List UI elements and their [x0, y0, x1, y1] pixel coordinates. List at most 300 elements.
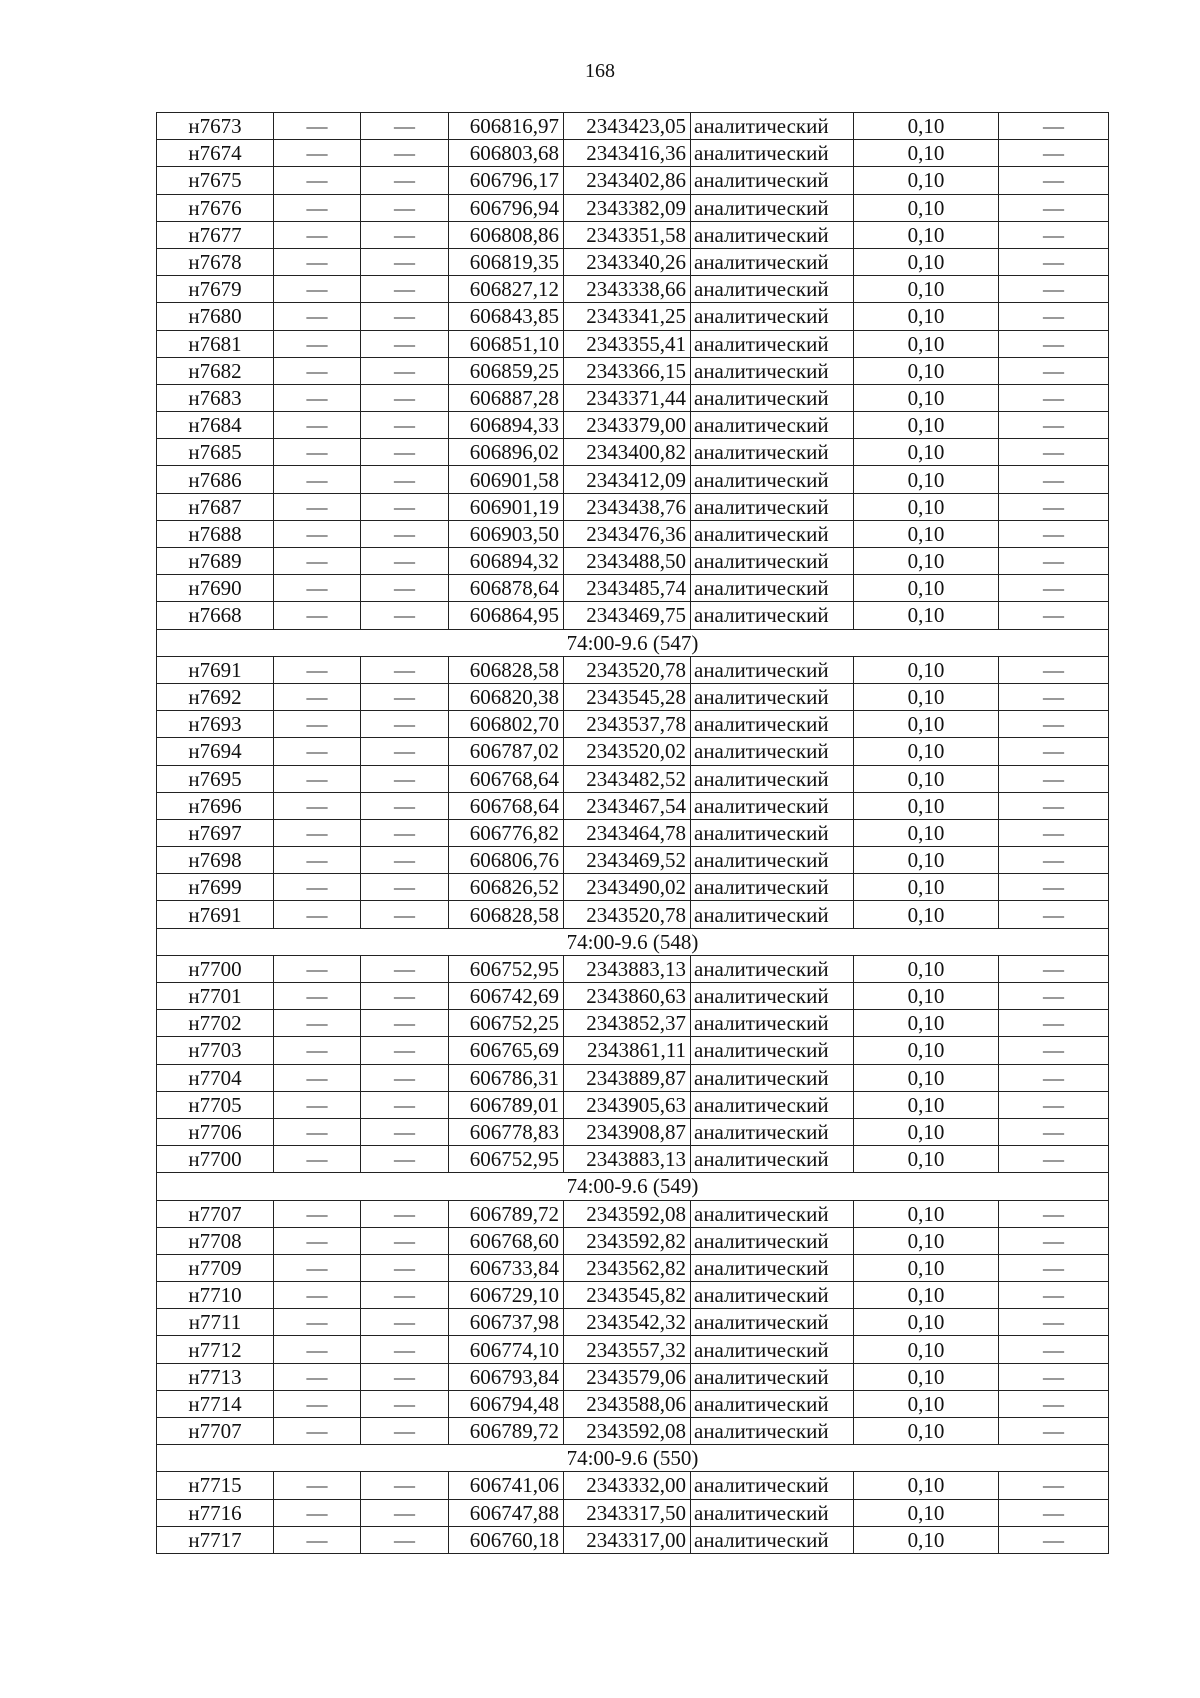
point-name-cell: н7705 [157, 1091, 274, 1118]
dash-cell: — [361, 221, 449, 248]
method-cell: аналитический [691, 1526, 854, 1553]
table-row [157, 1309, 1109, 1336]
dash-cell: — [361, 602, 449, 629]
accuracy-cell: 0,10 [854, 276, 999, 303]
table-row [157, 384, 1109, 411]
accuracy-cell: 0,10 [854, 1200, 999, 1227]
table-row [157, 711, 1109, 738]
dash-cell: — [361, 656, 449, 683]
accuracy-cell: 0,10 [854, 792, 999, 819]
accuracy-cell: 0,10 [854, 847, 999, 874]
method-cell: аналитический [691, 248, 854, 275]
accuracy-cell: 0,10 [854, 167, 999, 194]
table-row [157, 819, 1109, 846]
table-row [157, 1254, 1109, 1281]
dash-cell: — [999, 1418, 1109, 1445]
dash-cell: — [361, 1064, 449, 1091]
accuracy-cell: 0,10 [854, 874, 999, 901]
accuracy-cell: 0,10 [854, 520, 999, 547]
table-row [157, 493, 1109, 520]
table-row [157, 1336, 1109, 1363]
dash-cell: — [999, 901, 1109, 928]
accuracy-cell: 0,10 [854, 738, 999, 765]
accuracy-cell: 0,10 [854, 113, 999, 140]
dash-cell: — [999, 792, 1109, 819]
dash-cell: — [274, 194, 361, 221]
dash-cell: — [361, 276, 449, 303]
dash-cell: — [999, 384, 1109, 411]
y-coordinate-cell: 2343545,82 [564, 1282, 691, 1309]
dash-cell: — [361, 955, 449, 982]
method-cell: аналитический [691, 357, 854, 384]
dash-cell: — [361, 1418, 449, 1445]
point-name-cell: н7692 [157, 683, 274, 710]
dash-cell: — [361, 575, 449, 602]
method-cell: аналитический [691, 901, 854, 928]
dash-cell: — [999, 493, 1109, 520]
y-coordinate-cell: 2343366,15 [564, 357, 691, 384]
point-name-cell: н7685 [157, 439, 274, 466]
section-title: 74:00-9.6 (550) [157, 1445, 1109, 1472]
x-coordinate-cell: 606789,01 [449, 1091, 564, 1118]
dash-cell: — [274, 1418, 361, 1445]
x-coordinate-cell: 606878,64 [449, 575, 564, 602]
y-coordinate-cell: 2343412,09 [564, 466, 691, 493]
x-coordinate-cell: 606901,58 [449, 466, 564, 493]
dash-cell: — [274, 1091, 361, 1118]
table-row [157, 1418, 1109, 1445]
method-cell: аналитический [691, 493, 854, 520]
table-row [157, 575, 1109, 602]
dash-cell: — [999, 466, 1109, 493]
dash-cell: — [999, 1363, 1109, 1390]
point-name-cell: н7688 [157, 520, 274, 547]
point-name-cell: н7716 [157, 1499, 274, 1526]
x-coordinate-cell: 606789,72 [449, 1200, 564, 1227]
dash-cell: — [274, 1010, 361, 1037]
method-cell: аналитический [691, 983, 854, 1010]
x-coordinate-cell: 606796,94 [449, 194, 564, 221]
x-coordinate-cell: 606816,97 [449, 113, 564, 140]
table-row [157, 412, 1109, 439]
accuracy-cell: 0,10 [854, 412, 999, 439]
dash-cell: — [274, 1227, 361, 1254]
dash-cell: — [999, 1526, 1109, 1553]
x-coordinate-cell: 606827,12 [449, 276, 564, 303]
dash-cell: — [274, 1200, 361, 1227]
dash-cell: — [999, 276, 1109, 303]
dash-cell: — [999, 1472, 1109, 1499]
dash-cell: — [999, 1309, 1109, 1336]
point-name-cell: н7699 [157, 874, 274, 901]
accuracy-cell: 0,10 [854, 1282, 999, 1309]
dash-cell: — [361, 1309, 449, 1336]
accuracy-cell: 0,10 [854, 1418, 999, 1445]
point-name-cell: н7678 [157, 248, 274, 275]
y-coordinate-cell: 2343557,32 [564, 1336, 691, 1363]
dash-cell: — [274, 548, 361, 575]
x-coordinate-cell: 606887,28 [449, 384, 564, 411]
accuracy-cell: 0,10 [854, 1390, 999, 1417]
dash-cell: — [274, 221, 361, 248]
point-name-cell: н7682 [157, 357, 274, 384]
method-cell: аналитический [691, 1146, 854, 1173]
dash-cell: — [361, 520, 449, 547]
accuracy-cell: 0,10 [854, 819, 999, 846]
dash-cell: — [361, 765, 449, 792]
y-coordinate-cell: 2343341,25 [564, 303, 691, 330]
method-cell: аналитический [691, 1010, 854, 1037]
y-coordinate-cell: 2343371,44 [564, 384, 691, 411]
x-coordinate-cell: 606802,70 [449, 711, 564, 738]
method-cell: аналитический [691, 439, 854, 466]
y-coordinate-cell: 2343332,00 [564, 1472, 691, 1499]
point-name-cell: н7708 [157, 1227, 274, 1254]
dash-cell: — [361, 1526, 449, 1553]
x-coordinate-cell: 606894,33 [449, 412, 564, 439]
dash-cell: — [274, 113, 361, 140]
point-name-cell: н7675 [157, 167, 274, 194]
x-coordinate-cell: 606765,69 [449, 1037, 564, 1064]
dash-cell: — [361, 1254, 449, 1281]
dash-cell: — [274, 1146, 361, 1173]
point-name-cell: н7684 [157, 412, 274, 439]
y-coordinate-cell: 2343860,63 [564, 983, 691, 1010]
dash-cell: — [999, 303, 1109, 330]
dash-cell: — [361, 1499, 449, 1526]
dash-cell: — [999, 330, 1109, 357]
dash-cell: — [361, 1146, 449, 1173]
x-coordinate-cell: 606760,18 [449, 1526, 564, 1553]
dash-cell: — [361, 1091, 449, 1118]
dash-cell: — [361, 357, 449, 384]
method-cell: аналитический [691, 656, 854, 683]
table-row [157, 901, 1109, 928]
dash-cell: — [999, 113, 1109, 140]
accuracy-cell: 0,10 [854, 656, 999, 683]
y-coordinate-cell: 2343592,82 [564, 1227, 691, 1254]
dash-cell: — [274, 955, 361, 982]
x-coordinate-cell: 606741,06 [449, 1472, 564, 1499]
dash-cell: — [999, 1037, 1109, 1064]
method-cell: аналитический [691, 1200, 854, 1227]
method-cell: аналитический [691, 276, 854, 303]
dash-cell: — [274, 412, 361, 439]
dash-cell: — [274, 466, 361, 493]
table-row [157, 1091, 1109, 1118]
accuracy-cell: 0,10 [854, 439, 999, 466]
dash-cell: — [361, 330, 449, 357]
accuracy-cell: 0,10 [854, 1146, 999, 1173]
accuracy-cell: 0,10 [854, 493, 999, 520]
point-name-cell: н7697 [157, 819, 274, 846]
dash-cell: — [274, 303, 361, 330]
x-coordinate-cell: 606752,95 [449, 955, 564, 982]
y-coordinate-cell: 2343905,63 [564, 1091, 691, 1118]
table-row [157, 983, 1109, 1010]
dash-cell: — [274, 330, 361, 357]
table-row [157, 1282, 1109, 1309]
method-cell: аналитический [691, 1499, 854, 1526]
accuracy-cell: 0,10 [854, 221, 999, 248]
dash-cell: — [361, 384, 449, 411]
dash-cell: — [274, 765, 361, 792]
point-name-cell: н7714 [157, 1390, 274, 1417]
dash-cell: — [274, 901, 361, 928]
dash-cell: — [361, 738, 449, 765]
dash-cell: — [999, 711, 1109, 738]
dash-cell: — [274, 792, 361, 819]
y-coordinate-cell: 2343423,05 [564, 113, 691, 140]
accuracy-cell: 0,10 [854, 711, 999, 738]
accuracy-cell: 0,10 [854, 1118, 999, 1145]
dash-cell: — [999, 140, 1109, 167]
point-name-cell: н7713 [157, 1363, 274, 1390]
accuracy-cell: 0,10 [854, 1037, 999, 1064]
table-row [157, 602, 1109, 629]
x-coordinate-cell: 606747,88 [449, 1499, 564, 1526]
accuracy-cell: 0,10 [854, 330, 999, 357]
table-row [157, 738, 1109, 765]
method-cell: аналитический [691, 819, 854, 846]
accuracy-cell: 0,10 [854, 248, 999, 275]
table-row [157, 1010, 1109, 1037]
y-coordinate-cell: 2343400,82 [564, 439, 691, 466]
y-coordinate-cell: 2343861,11 [564, 1037, 691, 1064]
accuracy-cell: 0,10 [854, 602, 999, 629]
method-cell: аналитический [691, 1472, 854, 1499]
method-cell: аналитический [691, 1282, 854, 1309]
point-name-cell: н7686 [157, 466, 274, 493]
method-cell: аналитический [691, 1227, 854, 1254]
accuracy-cell: 0,10 [854, 1254, 999, 1281]
x-coordinate-cell: 606808,86 [449, 221, 564, 248]
method-cell: аналитический [691, 167, 854, 194]
y-coordinate-cell: 2343545,28 [564, 683, 691, 710]
x-coordinate-cell: 606793,84 [449, 1363, 564, 1390]
x-coordinate-cell: 606864,95 [449, 602, 564, 629]
x-coordinate-cell: 606737,98 [449, 1309, 564, 1336]
dash-cell: — [274, 874, 361, 901]
dash-cell: — [999, 1227, 1109, 1254]
method-cell: аналитический [691, 683, 854, 710]
x-coordinate-cell: 606806,76 [449, 847, 564, 874]
x-coordinate-cell: 606896,02 [449, 439, 564, 466]
method-cell: аналитический [691, 1418, 854, 1445]
dash-cell: — [274, 1118, 361, 1145]
dash-cell: — [274, 1363, 361, 1390]
dash-cell: — [274, 1037, 361, 1064]
table-row [157, 303, 1109, 330]
point-name-cell: н7676 [157, 194, 274, 221]
x-coordinate-cell: 606787,02 [449, 738, 564, 765]
dash-cell: — [361, 1118, 449, 1145]
dash-cell: — [361, 901, 449, 928]
table-row [157, 113, 1109, 140]
dash-cell: — [274, 602, 361, 629]
y-coordinate-cell: 2343464,78 [564, 819, 691, 846]
accuracy-cell: 0,10 [854, 1526, 999, 1553]
y-coordinate-cell: 2343469,52 [564, 847, 691, 874]
dash-cell: — [999, 656, 1109, 683]
accuracy-cell: 0,10 [854, 1091, 999, 1118]
dash-cell: — [361, 1390, 449, 1417]
x-coordinate-cell: 606742,69 [449, 983, 564, 1010]
table-row [157, 874, 1109, 901]
section-header-row [157, 1173, 1109, 1200]
y-coordinate-cell: 2343592,08 [564, 1418, 691, 1445]
y-coordinate-cell: 2343402,86 [564, 167, 691, 194]
y-coordinate-cell: 2343482,52 [564, 765, 691, 792]
x-coordinate-cell: 606768,64 [449, 792, 564, 819]
accuracy-cell: 0,10 [854, 575, 999, 602]
table-row [157, 1526, 1109, 1553]
dash-cell: — [361, 439, 449, 466]
dash-cell: — [361, 466, 449, 493]
point-name-cell: н7689 [157, 548, 274, 575]
table-row [157, 221, 1109, 248]
dash-cell: — [361, 113, 449, 140]
table-row [157, 357, 1109, 384]
table-row [157, 792, 1109, 819]
table-row [157, 466, 1109, 493]
point-name-cell: н7710 [157, 1282, 274, 1309]
y-coordinate-cell: 2343467,54 [564, 792, 691, 819]
y-coordinate-cell: 2343520,78 [564, 901, 691, 928]
accuracy-cell: 0,10 [854, 955, 999, 982]
point-name-cell: н7681 [157, 330, 274, 357]
accuracy-cell: 0,10 [854, 1064, 999, 1091]
y-coordinate-cell: 2343317,50 [564, 1499, 691, 1526]
dash-cell: — [999, 221, 1109, 248]
method-cell: аналитический [691, 466, 854, 493]
y-coordinate-cell: 2343542,32 [564, 1309, 691, 1336]
y-coordinate-cell: 2343908,87 [564, 1118, 691, 1145]
dash-cell: — [274, 276, 361, 303]
dash-cell: — [274, 140, 361, 167]
table-row [157, 1037, 1109, 1064]
table-row [157, 656, 1109, 683]
dash-cell: — [999, 1200, 1109, 1227]
method-cell: аналитический [691, 792, 854, 819]
y-coordinate-cell: 2343520,78 [564, 656, 691, 683]
table-row [157, 1227, 1109, 1254]
point-name-cell: н7700 [157, 1146, 274, 1173]
point-name-cell: н7680 [157, 303, 274, 330]
method-cell: аналитический [691, 113, 854, 140]
method-cell: аналитический [691, 738, 854, 765]
method-cell: аналитический [691, 1064, 854, 1091]
x-coordinate-cell: 606901,19 [449, 493, 564, 520]
method-cell: аналитический [691, 1118, 854, 1145]
y-coordinate-cell: 2343379,00 [564, 412, 691, 439]
dash-cell: — [361, 792, 449, 819]
dash-cell: — [999, 412, 1109, 439]
accuracy-cell: 0,10 [854, 765, 999, 792]
accuracy-cell: 0,10 [854, 1499, 999, 1526]
point-name-cell: н7690 [157, 575, 274, 602]
x-coordinate-cell: 606776,82 [449, 819, 564, 846]
dash-cell: — [361, 548, 449, 575]
point-name-cell: н7683 [157, 384, 274, 411]
accuracy-cell: 0,10 [854, 357, 999, 384]
dash-cell: — [999, 194, 1109, 221]
point-name-cell: н7709 [157, 1254, 274, 1281]
point-name-cell: н7668 [157, 602, 274, 629]
method-cell: аналитический [691, 384, 854, 411]
method-cell: аналитический [691, 194, 854, 221]
dash-cell: — [274, 357, 361, 384]
dash-cell: — [361, 847, 449, 874]
table-row [157, 248, 1109, 275]
dash-cell: — [361, 1336, 449, 1363]
x-coordinate-cell: 606768,64 [449, 765, 564, 792]
section-title: 74:00-9.6 (548) [157, 928, 1109, 955]
coordinates-table [156, 112, 1109, 1554]
table-row [157, 1472, 1109, 1499]
dash-cell: — [361, 711, 449, 738]
dash-cell: — [361, 1363, 449, 1390]
dash-cell: — [361, 140, 449, 167]
dash-cell: — [274, 520, 361, 547]
x-coordinate-cell: 606903,50 [449, 520, 564, 547]
x-coordinate-cell: 606752,95 [449, 1146, 564, 1173]
accuracy-cell: 0,10 [854, 901, 999, 928]
point-name-cell: н7711 [157, 1309, 274, 1336]
accuracy-cell: 0,10 [854, 194, 999, 221]
point-name-cell: н7698 [157, 847, 274, 874]
x-coordinate-cell: 606820,38 [449, 683, 564, 710]
dash-cell: — [361, 819, 449, 846]
point-name-cell: н7700 [157, 955, 274, 982]
dash-cell: — [361, 303, 449, 330]
point-name-cell: н7707 [157, 1200, 274, 1227]
table-row [157, 194, 1109, 221]
dash-cell: — [999, 738, 1109, 765]
dash-cell: — [274, 1390, 361, 1417]
table-row [157, 276, 1109, 303]
x-coordinate-cell: 606733,84 [449, 1254, 564, 1281]
table-row [157, 1499, 1109, 1526]
dash-cell: — [999, 955, 1109, 982]
dash-cell: — [999, 167, 1109, 194]
point-name-cell: н7712 [157, 1336, 274, 1363]
dash-cell: — [999, 248, 1109, 275]
point-name-cell: н7707 [157, 1418, 274, 1445]
dash-cell: — [999, 520, 1109, 547]
table-row [157, 847, 1109, 874]
x-coordinate-cell: 606729,10 [449, 1282, 564, 1309]
table-row [157, 1200, 1109, 1227]
method-cell: аналитический [691, 765, 854, 792]
method-cell: аналитический [691, 1309, 854, 1336]
accuracy-cell: 0,10 [854, 1336, 999, 1363]
x-coordinate-cell: 606768,60 [449, 1227, 564, 1254]
dash-cell: — [361, 1472, 449, 1499]
x-coordinate-cell: 606819,35 [449, 248, 564, 275]
point-name-cell: н7691 [157, 901, 274, 928]
dash-cell: — [999, 1146, 1109, 1173]
table-row [157, 439, 1109, 466]
coordinates-table-body [157, 113, 1109, 1554]
method-cell: аналитический [691, 548, 854, 575]
x-coordinate-cell: 606826,52 [449, 874, 564, 901]
dash-cell: — [274, 1472, 361, 1499]
dash-cell: — [274, 1282, 361, 1309]
method-cell: аналитический [691, 874, 854, 901]
table-row [157, 1064, 1109, 1091]
dash-cell: — [274, 1309, 361, 1336]
